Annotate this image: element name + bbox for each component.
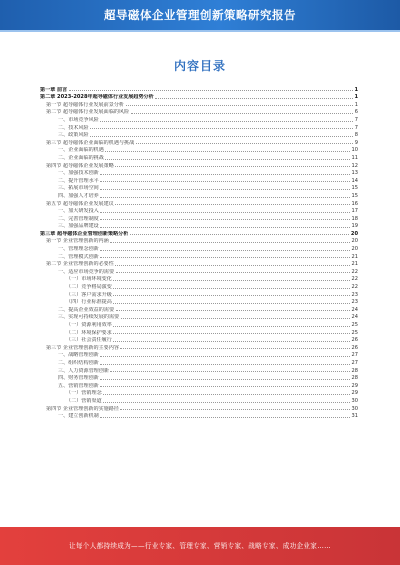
toc-dot-leader	[105, 151, 350, 152]
toc-dot-leader	[113, 333, 350, 334]
toc-dot-leader	[100, 356, 350, 357]
toc-dot-leader	[113, 326, 350, 327]
toc-entry[interactable]	[40, 351, 358, 359]
toc-entry-title: （二）竞争格局演变	[66, 284, 112, 291]
toc-entry-title: 第三节 超导磁体企业面临的机遇与挑战	[46, 139, 135, 146]
toc-entry-page: 22	[351, 284, 358, 291]
toc-entry-title: 一、战略管理创新	[58, 352, 99, 359]
toc-dot-leader	[113, 288, 350, 289]
toc-entry-title: （四）行业标准提高	[66, 299, 112, 306]
toc-entry-title: （二）营销渠道	[66, 397, 102, 404]
toc-dot-leader	[115, 166, 350, 167]
toc-entry-title: 一、加强技术创新	[58, 170, 99, 177]
toc-entry-title: （二）环境保护要求	[66, 329, 112, 336]
toc-entry-title: 三、政策风险	[58, 132, 89, 139]
toc-entry[interactable]	[40, 298, 358, 306]
toc-dot-leader	[110, 371, 350, 372]
toc-entry-page: 1	[354, 101, 358, 108]
toc-entry-title: 二、企业面临的挑战	[58, 154, 104, 161]
toc-entry-page: 1	[354, 94, 358, 101]
toc-dot-leader	[90, 136, 353, 137]
toc-entry[interactable]	[40, 320, 358, 328]
toc-dot-leader	[105, 159, 350, 160]
toc-entry-title: 第一节 企业管理创新的内涵	[46, 238, 109, 245]
toc-entry-page: 24	[351, 314, 358, 321]
toc-dot-leader	[126, 105, 354, 106]
toc-entry-title: 一、企业面临的机遇	[58, 147, 104, 154]
toc-dot-leader	[100, 212, 350, 213]
toc-entry[interactable]	[40, 358, 358, 366]
toc-entry-page: 15	[351, 192, 358, 199]
toc-entry-page: 29	[351, 390, 358, 397]
toc-dot-leader	[155, 98, 353, 99]
toc-entry-title: 二、提高企业效益的需要	[58, 306, 115, 313]
toc-dot-leader	[113, 341, 350, 342]
toc-dot-leader	[100, 386, 350, 387]
toc-entry-page: 1	[354, 86, 358, 93]
toc-entry-title: 二、管理模式创新	[58, 253, 99, 260]
toc-entry-title: 一、适应市场竞争的需要	[58, 268, 115, 275]
toc-dot-leader	[113, 303, 350, 304]
toc-dot-leader	[100, 219, 350, 220]
toc-dot-leader	[115, 204, 350, 205]
toc-dot-leader	[120, 409, 350, 410]
toc-dot-leader	[103, 394, 350, 395]
toc-dot-leader	[113, 295, 350, 296]
toc-entry-page: 30	[351, 405, 358, 412]
toc-entry-title: 第二节 超导磁体行业发展面临的风险	[46, 109, 130, 116]
toc-entry-page: 14	[351, 177, 358, 184]
toc-title: 内容目录	[173, 59, 226, 73]
toc-entry-page: 7	[354, 116, 358, 123]
toc-entry-title: 第四节 企业管理创新的实施路径	[46, 405, 119, 412]
toc-dot-leader	[90, 128, 353, 129]
toc-entry-page: 24	[351, 306, 358, 313]
toc-dot-leader	[120, 348, 350, 349]
toc-entry-page: 18	[351, 215, 358, 222]
toc-dot-leader	[100, 181, 350, 182]
toc-entry-page: 22	[351, 276, 358, 283]
toc-entry-title: 二、提升管理水平	[58, 177, 99, 184]
toc-entry[interactable]	[40, 282, 358, 290]
toc-entry-page: 26	[351, 337, 358, 344]
toc-entry-title: 第二节 企业管理创新的必要性	[46, 261, 114, 268]
toc-entry-title: （一）市场环境变化	[66, 276, 112, 283]
toc-dot-leader	[115, 265, 350, 266]
toc-entry[interactable]	[40, 191, 358, 199]
toc-entry-title: 第四节 超导磁体企业发展策略	[46, 162, 114, 169]
toc-entry-page: 9	[354, 139, 358, 146]
toc-entry-page: 12	[351, 162, 358, 169]
toc-entry-page: 17	[351, 208, 358, 215]
toc-dot-leader	[131, 113, 354, 114]
toc-entry-page: 21	[351, 253, 358, 260]
toc-dot-leader	[100, 257, 350, 258]
toc-entry-title: 四、加强人才培养	[58, 192, 99, 199]
toc-dot-leader	[136, 143, 354, 144]
toc-entry[interactable]	[40, 222, 358, 230]
toc-dot-leader	[116, 272, 350, 273]
toc-entry[interactable]	[40, 146, 358, 154]
toc-entry-title: 三、人力资源管理创新	[58, 367, 109, 374]
toc-entry[interactable]	[40, 138, 358, 146]
toc-dot-leader	[113, 280, 350, 281]
toc-entry[interactable]	[40, 328, 358, 336]
toc-entry[interactable]	[40, 381, 358, 389]
toc-entry[interactable]	[40, 161, 358, 169]
toc-entry[interactable]	[40, 260, 358, 268]
toc-entry[interactable]	[40, 396, 358, 404]
toc-entry[interactable]	[40, 100, 358, 108]
toc-entry-page: 25	[351, 322, 358, 328]
toc-entry-page: 25	[351, 329, 358, 336]
toc-entry-page: 23	[351, 299, 358, 306]
toc-entry-title: 二、完善管理制度	[58, 215, 99, 222]
toc-entry[interactable]	[40, 115, 358, 123]
toc-entry-title: 第三节 企业管理创新的主要内容	[46, 344, 119, 351]
toc-dot-leader	[100, 174, 350, 175]
toc-entry-title: 第五节 超导磁体企业发展建议	[46, 200, 114, 207]
toc-entry-title: 一、管理理念创新	[58, 246, 99, 253]
toc-entry-title: （一）资源利用效率	[66, 322, 112, 328]
toc-entry[interactable]	[40, 153, 358, 161]
toc-entry-page: 15	[351, 185, 358, 192]
toc-entry[interactable]	[40, 176, 358, 184]
table-of-contents	[40, 85, 358, 419]
toc-entry-page: 31	[351, 413, 358, 420]
toc-entry[interactable]	[40, 93, 358, 101]
toc-entry-title: （三）社会责任履行	[66, 337, 112, 344]
toc-entry[interactable]	[40, 252, 358, 260]
toc-entry-page: 13	[351, 170, 358, 177]
toc-entry-title: 一、加大研发投入	[58, 208, 99, 215]
toc-entry-page: 30	[351, 397, 358, 404]
toc-entry[interactable]	[40, 214, 358, 222]
toc-dot-leader	[103, 402, 350, 403]
toc-entry[interactable]	[40, 366, 358, 374]
report-header-title: 超导磁体企业管理创新策略研究报告	[104, 8, 296, 22]
toc-entry[interactable]	[40, 229, 358, 237]
toc-entry[interactable]	[40, 267, 358, 275]
toc-entry[interactable]	[40, 404, 358, 412]
toc-entry-page: 27	[351, 359, 358, 366]
toc-dot-leader	[100, 379, 350, 380]
toc-dot-leader	[100, 121, 353, 122]
toc-entry-page: 7	[354, 124, 358, 131]
toc-entry[interactable]	[40, 290, 358, 298]
toc-entry-page: 23	[351, 291, 358, 298]
toc-entry[interactable]	[40, 108, 358, 116]
toc-entry-page: 21	[351, 261, 358, 268]
toc-entry[interactable]	[40, 412, 358, 420]
toc-entry-title: 四、财务管理创新	[58, 375, 99, 382]
toc-dot-leader	[100, 364, 350, 365]
toc-entry[interactable]	[40, 131, 358, 139]
toc-entry[interactable]	[40, 85, 358, 93]
toc-entry-title: 二、组织结构创新	[58, 359, 99, 366]
toc-entry[interactable]	[40, 389, 358, 397]
toc-entry-page: 16	[351, 200, 358, 207]
toc-entry-page: 20	[351, 246, 358, 253]
toc-entry-title: 第一章 前言	[40, 86, 68, 93]
toc-entry-page: 19	[351, 223, 358, 230]
toc-dot-leader	[100, 227, 350, 228]
toc-entry-page: 20	[350, 230, 358, 237]
toc-entry[interactable]	[40, 237, 358, 245]
toc-entry[interactable]	[40, 184, 358, 192]
toc-entry-page: 10	[351, 147, 358, 154]
toc-entry[interactable]	[40, 313, 358, 321]
toc-entry-title: 二、技术风险	[58, 124, 89, 131]
toc-entry-title: （三）客户需求升级	[66, 291, 112, 298]
toc-entry[interactable]	[40, 207, 358, 215]
toc-dot-leader	[130, 234, 350, 235]
toc-dot-leader	[100, 250, 350, 251]
toc-entry[interactable]	[40, 305, 358, 313]
toc-entry[interactable]	[40, 275, 358, 283]
toc-entry-title: 第二章 2023-2028年超导磁体行业发展趋势分析	[40, 94, 154, 101]
toc-entry[interactable]	[40, 199, 358, 207]
toc-dot-leader	[100, 417, 350, 418]
toc-entry-page: 6	[354, 109, 358, 116]
toc-entry[interactable]	[40, 123, 358, 131]
toc-entry[interactable]	[40, 336, 358, 344]
toc-dot-leader	[69, 90, 353, 91]
toc-entry-title: 一、市场竞争风险	[58, 116, 99, 123]
toc-entry-page: 28	[351, 375, 358, 382]
toc-entry-page: 28	[351, 367, 358, 374]
toc-dot-leader	[100, 197, 350, 198]
toc-entry-page: 11	[351, 154, 358, 161]
toc-entry[interactable]	[40, 374, 358, 382]
toc-entry[interactable]	[40, 244, 358, 252]
toc-entry[interactable]	[40, 343, 358, 351]
toc-entry-page: 27	[351, 352, 358, 359]
toc-dot-leader	[116, 310, 350, 311]
toc-dot-leader	[121, 318, 350, 319]
toc-entry-title: 三、拓展市场空间	[58, 185, 99, 192]
toc-entry-title: 第三章 超导磁体企业管理创新策略分析	[40, 230, 129, 237]
toc-entry-page: 29	[351, 382, 358, 389]
toc-entry-title: 五、营销管理创新	[58, 382, 99, 389]
toc-dot-leader	[110, 242, 350, 243]
toc-entry-title: （一）营销理念	[66, 390, 102, 397]
toc-entry-page: 26	[351, 344, 358, 351]
toc-entry-title: 三、实现可持续发展的需要	[58, 314, 120, 321]
toc-entry-page: 8	[354, 132, 358, 139]
toc-entry-page: 22	[351, 268, 358, 275]
toc-dot-leader	[100, 189, 350, 190]
toc-entry[interactable]	[40, 169, 358, 177]
footer-slogan: 让每个人都持续成为——行业专家、管理专家、营销专家、战略专家、成功企业家……	[69, 542, 331, 550]
toc-entry-title: 第一节 超导磁体行业发展前景分析	[46, 101, 125, 108]
toc-entry-page: 20	[351, 238, 358, 245]
toc-entry-title: 一、建立创新机制	[58, 413, 99, 420]
toc-entry-title: 三、加强品牌建设	[58, 223, 99, 230]
